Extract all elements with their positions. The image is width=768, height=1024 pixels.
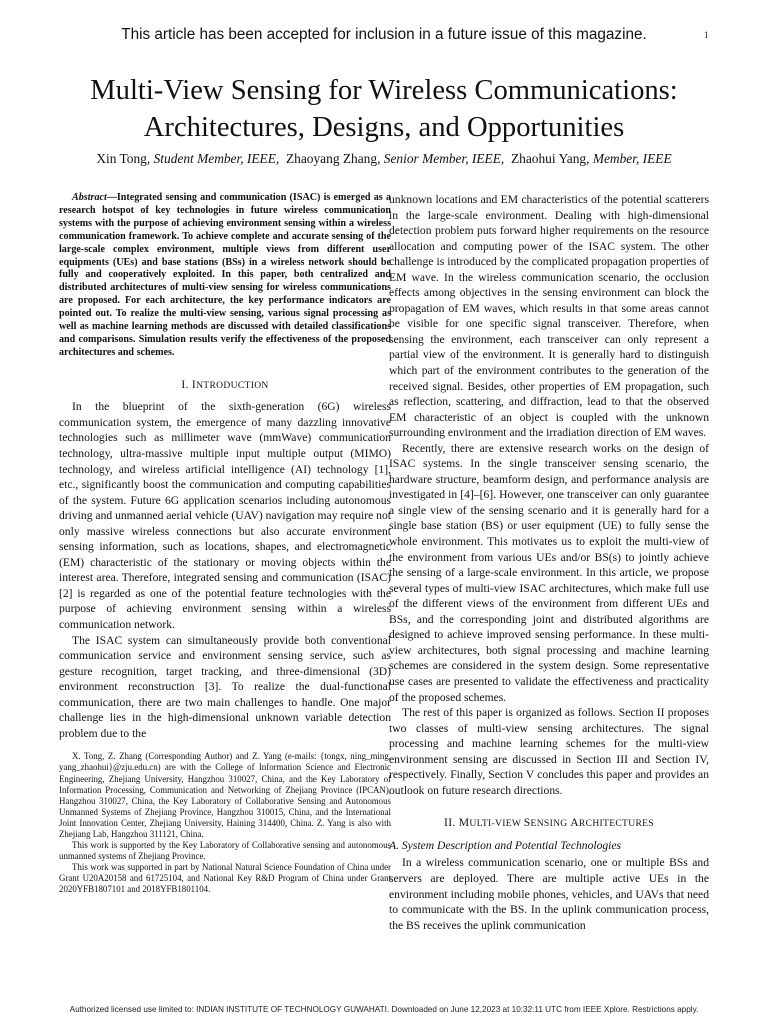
title-line-2: Architectures, Designs, and Opportunities xyxy=(143,112,625,143)
abstract-label: Abstract xyxy=(72,192,107,203)
section-heading-architectures xyxy=(389,815,709,832)
author-name: Xin Tong, xyxy=(96,151,151,166)
page-number: 1 xyxy=(704,30,709,40)
license-footer: Authorized licensed use limited to: INDIAN INSTITUTE OF TECHNOLOGY GUWAHATI. Downloaded on June 12,2023 at 10:32:11 UTC from IEEE Xplore. Restrictions apply. xyxy=(69,1005,699,1014)
abstract xyxy=(59,192,391,360)
body-paragraph: Recently, there are extensive research works on the design of ISAC systems. In the single transceiver sensing scenario, the hardware structure, beamform design, and performance analysis are investigated in [4]–[6]. However, one transceiver can only guarantee a single view of the sensing scenario and it is generally hard for a single base station (BS) or user equipment (UE) to fully sense the whole environment. This motivates us to exploit the multi-view of the environment from various UEs and/or BS(s) to jointly achieve the sensing of a large-scale environment. In this article, we propose several types of multi-view ISAC architectures, which make full use of the different views of the environment from different UEs and BSs, and the corresponding joint and distributed algorithms are designed to achieve improved sensing performance. In these multi-view architectures, both signal processing and machine learning schemes are considered in the system design. Some representative use cases are presented to validate the effectiveness and practicality of the proposed schemes. xyxy=(389,441,709,704)
section-initial: A xyxy=(570,816,579,830)
author-role: Member, IEEE xyxy=(592,151,672,166)
author-list xyxy=(0,151,768,167)
title-line-1: Multi-View Sensing for Wireless Communications: xyxy=(90,75,678,106)
subsection-heading: A. System Description and Potential Technologies xyxy=(389,838,622,852)
body-paragraph: In a wireless communication scenario, one or multiple BSs and servers are deployed. There are multiple active UEs in the environment including mobile phones, vehicles, and UAVs that need to communicate with the BS. In the uplink communication process, the BS receives the uplink communication xyxy=(389,856,709,932)
footnote: This work was supported in part by National Natural Science Foundation of China under Grant U20A20158 and 61725104, and National Key R&D Program of China under Grant 2020YFB1807101 and 2018YFB1801104. xyxy=(59,862,391,895)
abstract-text: —Integrated sensing and communication (ISAC) is emerged as a research hotspot of key technologies in future wireless communication systems with the purpose of achieving environment sensing within a wireless communication framework. To achieve complete and accurate sensing of the large-scale complex environment, multiple views from different user equipments (UEs) and base stations (BSs) in a wireless network should be fully and cooperatively exploited. In this paper, both centralized and distributed architectures of multi-view sensing for wireless communications are proposed. For each architecture, the key performance indicators are pointed out. To realize the multi-view sensing, various signal processing as well as machine learning methods are discussed with detailed classifications and comparisons. Simulation results verify the effectiveness of the proposed architectures and schemes. xyxy=(59,192,391,358)
section-numeral: I. xyxy=(181,377,192,391)
body-paragraph: unknown locations and EM characteristics of the potential scatterers in the large-scale environment. Dealing with high-dimensional detection problem puts forward higher requirements on the resource allocation and computing power of the ISAC system. The other challenge is introduced by the complicated propagation properties of EM wave. In the wireless communication scenario, the occlusion effects among objectives in the sensing environment can block the propagation of EM waves, which results in that some areas cannot be visible for one specific signal transceiver. Therefore, when sensing the environment, each transceiver can only represent a partial view of the environment. It is generally hard to distinguish which part of the environment contributes to the generation of the received signal. Besides, other properties of EM propagation, such as reflection, scattering, and diffraction, lead to that the observed EM characteristic of an object is coupled with the unknown surrounding environment and the irradiation direction of EM waves. xyxy=(389,193,709,440)
section-title-rest: RCHITECTURES xyxy=(578,818,654,830)
author-role: Senior Member, IEEE, xyxy=(383,151,505,166)
section-numeral: II. xyxy=(444,816,459,830)
section-title-rest: NTRODUCTION xyxy=(196,379,269,391)
paper-title xyxy=(0,72,768,146)
section-title-rest: ENSING xyxy=(530,818,571,830)
body-paragraph: In the blueprint of the sixth-generation (6G) wireless communication system, the emergence of many dazzling innovative technologies such as millimeter wave (mmWave) communication technology, ultra-massive multiple input multiple output (MIMO) technology, and wireless artificial intelligence (AI) technology [1], etc., significantly boost the communication and computing capabilities of the system. Future 6G application scenarios including autonomous driving and unmanned aerial vehicle (UAV) navigation may require not only massive wireless connections but also accurate environment sensing information, such as locations, shapes, and electromagnetic (EM) characteristic of the stationary or moving objects within the interest area. Therefore, integrated sensing and communication (ISAC) [2] is regarded as one of the potential feature technologies with the purpose of achieving environment sensing within a wireless communication network. xyxy=(59,400,391,631)
author-name: Zhaohui Yang, xyxy=(510,151,590,166)
footnote: This work is supported by the Key Laboratory of Collaborative sensing and autonomous unmanned systems of Zhejiang Province. xyxy=(59,840,391,862)
author-role: Student Member, IEEE, xyxy=(153,151,280,166)
section-title-rest: ULTI-VIEW xyxy=(469,818,524,830)
author-name: Zhaoyang Zhang, xyxy=(285,151,381,166)
section-initial: I xyxy=(191,377,197,391)
acceptance-banner: This article has been accepted for inclusion in a future issue of this magazine. xyxy=(121,26,647,43)
footnote: X. Tong, Z. Zhang (Corresponding Author) and Z. Yang (e-mails: {tongx, ning_ming, yang_zhaohui}@zju.edu.cn) are with the College of Information Science and Electronic Engineering, Zhejiang University, Hangzhou 310027, China, and the Key Laboratory of Information Processing, Communication and Networking of Zhejiang Province (IPCAN), Hangzhou 310027, China, the Key Laboratory of Collaborative Sensing and Autonomous Unmanned Systems of Zhejiang Province, Hangzhou 310015, China, and the International Joint Innovation Center, Zhejiang University, Haining 314400, China. Z. Yang is also with Zhejiang Lab, Hangzhou 311121, China. xyxy=(59,751,391,840)
body-paragraph: The rest of this paper is organized as follows. Section II proposes two classes of multi-view sensing architectures. The signal processing and machine learning schemes for the multi-view environment sensing are discussed in Section III and Section IV, respectively. Finally, Section V concludes this paper and provides an outlook on future research directions. xyxy=(389,706,709,797)
section-initial: M xyxy=(458,816,470,830)
section-heading-introduction xyxy=(59,377,391,394)
right-column xyxy=(389,192,709,933)
left-column xyxy=(59,192,391,896)
body-paragraph: The ISAC system can simultaneously provide both conventional communication service and environment sensing service, such as gesture recognition, target tracking, and three-dimensional (3D) environment reconstruction [3]. To realize the dual-functional communication, there are two main challenges to handle. One major challenge lies in the high-dimensional unknown variable detection problem due to the xyxy=(59,633,391,740)
section-initial: S xyxy=(523,816,531,830)
